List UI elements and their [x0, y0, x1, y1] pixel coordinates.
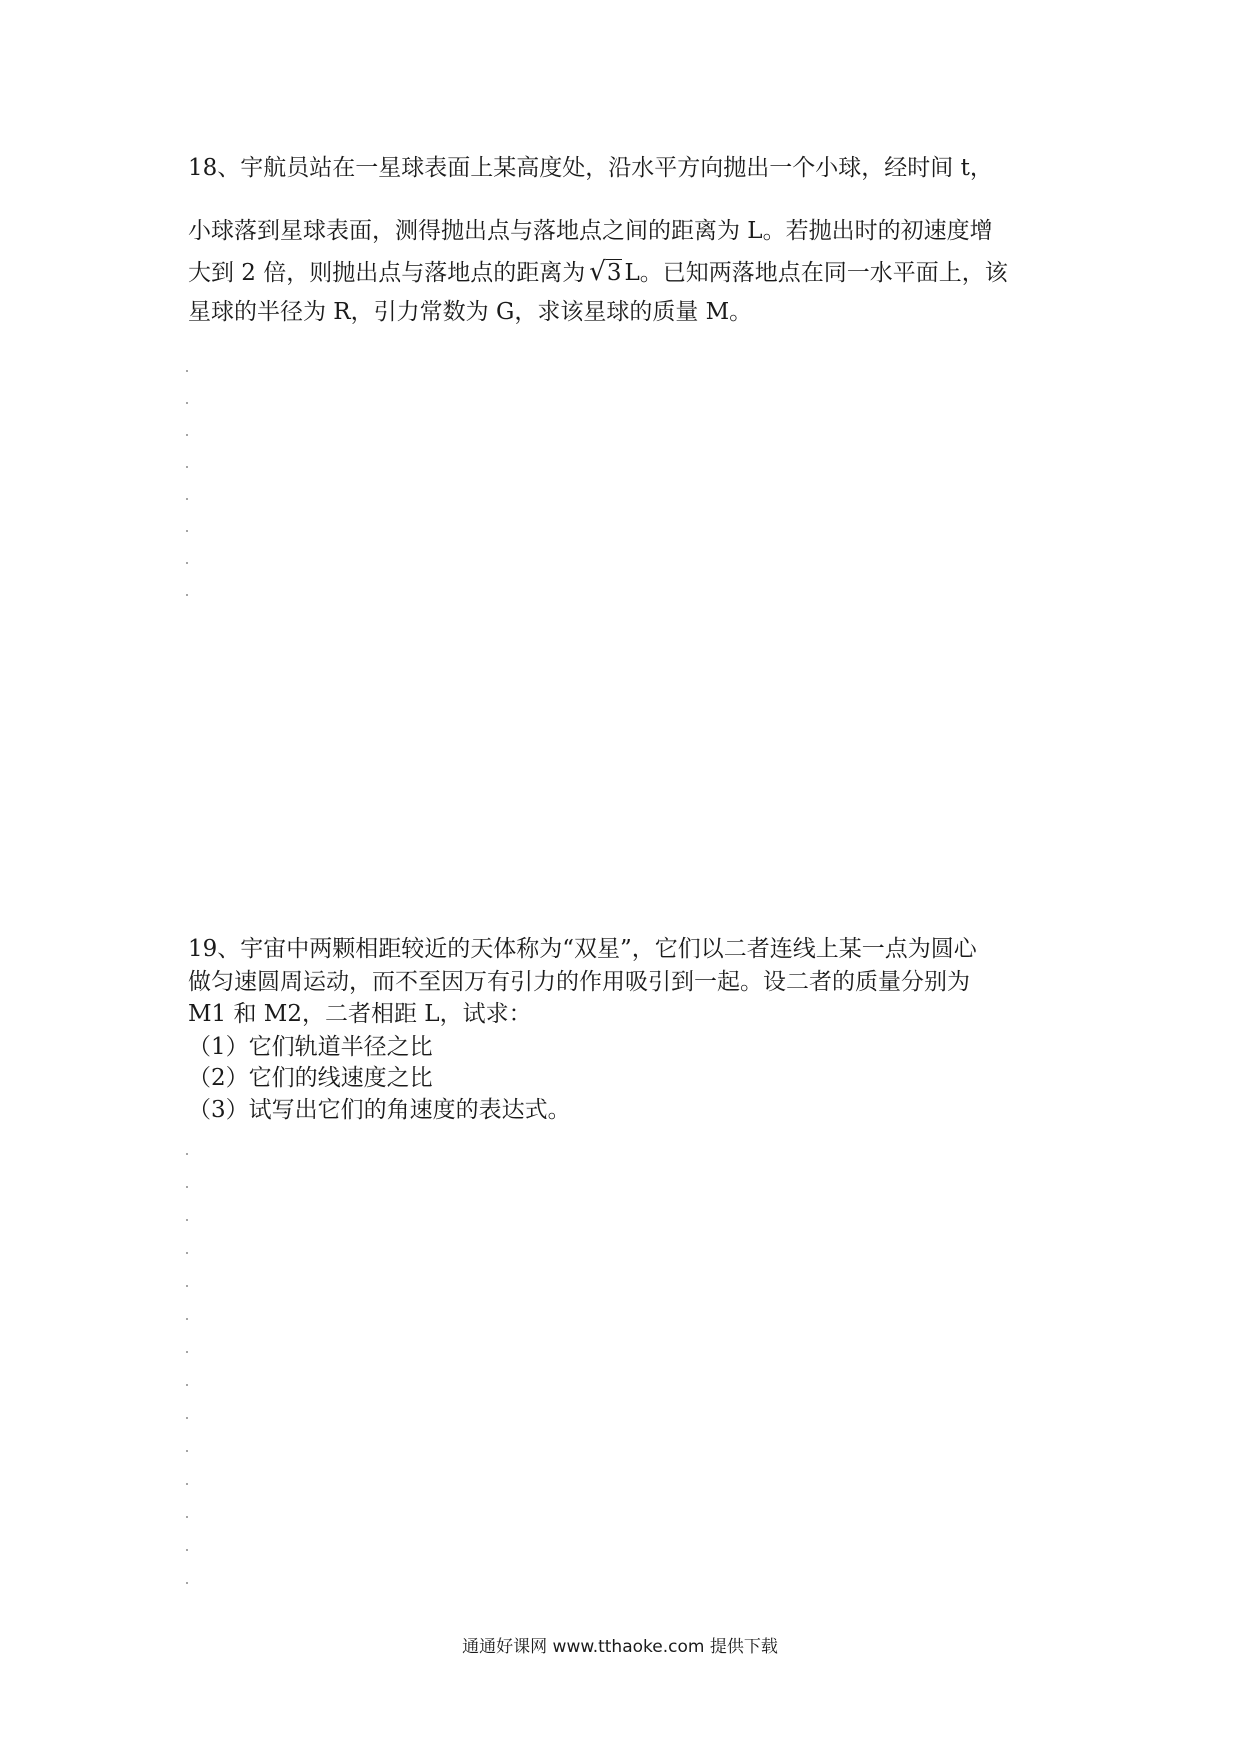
answer-dot [186, 1252, 188, 1254]
answer-dot [186, 1285, 188, 1287]
footer-text: 通通好课网 www.tthaoke.com 提供下载 [462, 1637, 778, 1657]
answer-dot [186, 370, 188, 372]
sqrt-expression [589, 256, 622, 289]
q18-line-1: 18、宇航员站在一星球表面上某高度处，沿水平方向抛出一个小球，经时间 t， [188, 155, 993, 181]
q19-line-1: 19、宇宙中两颗相距较近的天体称为“双星”，它们以二者连线上某一点为圆心 [188, 936, 977, 962]
answer-dot [186, 1318, 188, 1320]
answer-dot [186, 1417, 188, 1419]
answer-dot [186, 1549, 188, 1551]
answer-dot [186, 1219, 188, 1221]
answer-dot [186, 1582, 188, 1584]
answer-dot [186, 1483, 188, 1485]
answer-dot [186, 1450, 188, 1452]
answer-dot [186, 402, 188, 404]
q19-part-1: （1）它们轨道半径之比 [188, 1034, 433, 1060]
answer-dot [186, 1153, 188, 1155]
answer-dot [186, 1384, 188, 1386]
q18-line-4: 星球的半径为 R，引力常数为 G，求该星球的质量 M。 [188, 299, 753, 325]
answer-dot [186, 562, 188, 564]
answer-dot [186, 498, 188, 500]
q18-line-3 [188, 256, 1008, 289]
answer-dot [186, 530, 188, 532]
q19-line-2: 做匀速圆周运动，而不至因万有引力的作用吸引到一起。设二者的质量分别为 [188, 969, 970, 995]
q19-line-3: M1 和 M2，二者相距 L，试求： [188, 1001, 532, 1027]
answer-dot [186, 1186, 188, 1188]
sqrt-radical: √ [589, 257, 606, 287]
q18-line-2: 小球落到星球表面，测得抛出点与落地点之间的距离为 L。若抛出时的初速度增 [188, 218, 993, 244]
answer-dot [186, 594, 188, 596]
q19-part-2: （2）它们的线速度之比 [188, 1065, 433, 1091]
q19-part-3: （3）试写出它们的角速度的表达式。 [188, 1097, 571, 1123]
q18-line-3-after: L。已知两落地点在同一水平面上，该 [624, 260, 1008, 286]
answer-dot [186, 1351, 188, 1353]
q18-line-3-before: 大到 2 倍，则抛出点与落地点的距离为 [188, 260, 586, 286]
answer-dot [186, 466, 188, 468]
answer-dot [186, 434, 188, 436]
sqrt-radicand: 3 [606, 260, 622, 286]
answer-dot [186, 1516, 188, 1518]
